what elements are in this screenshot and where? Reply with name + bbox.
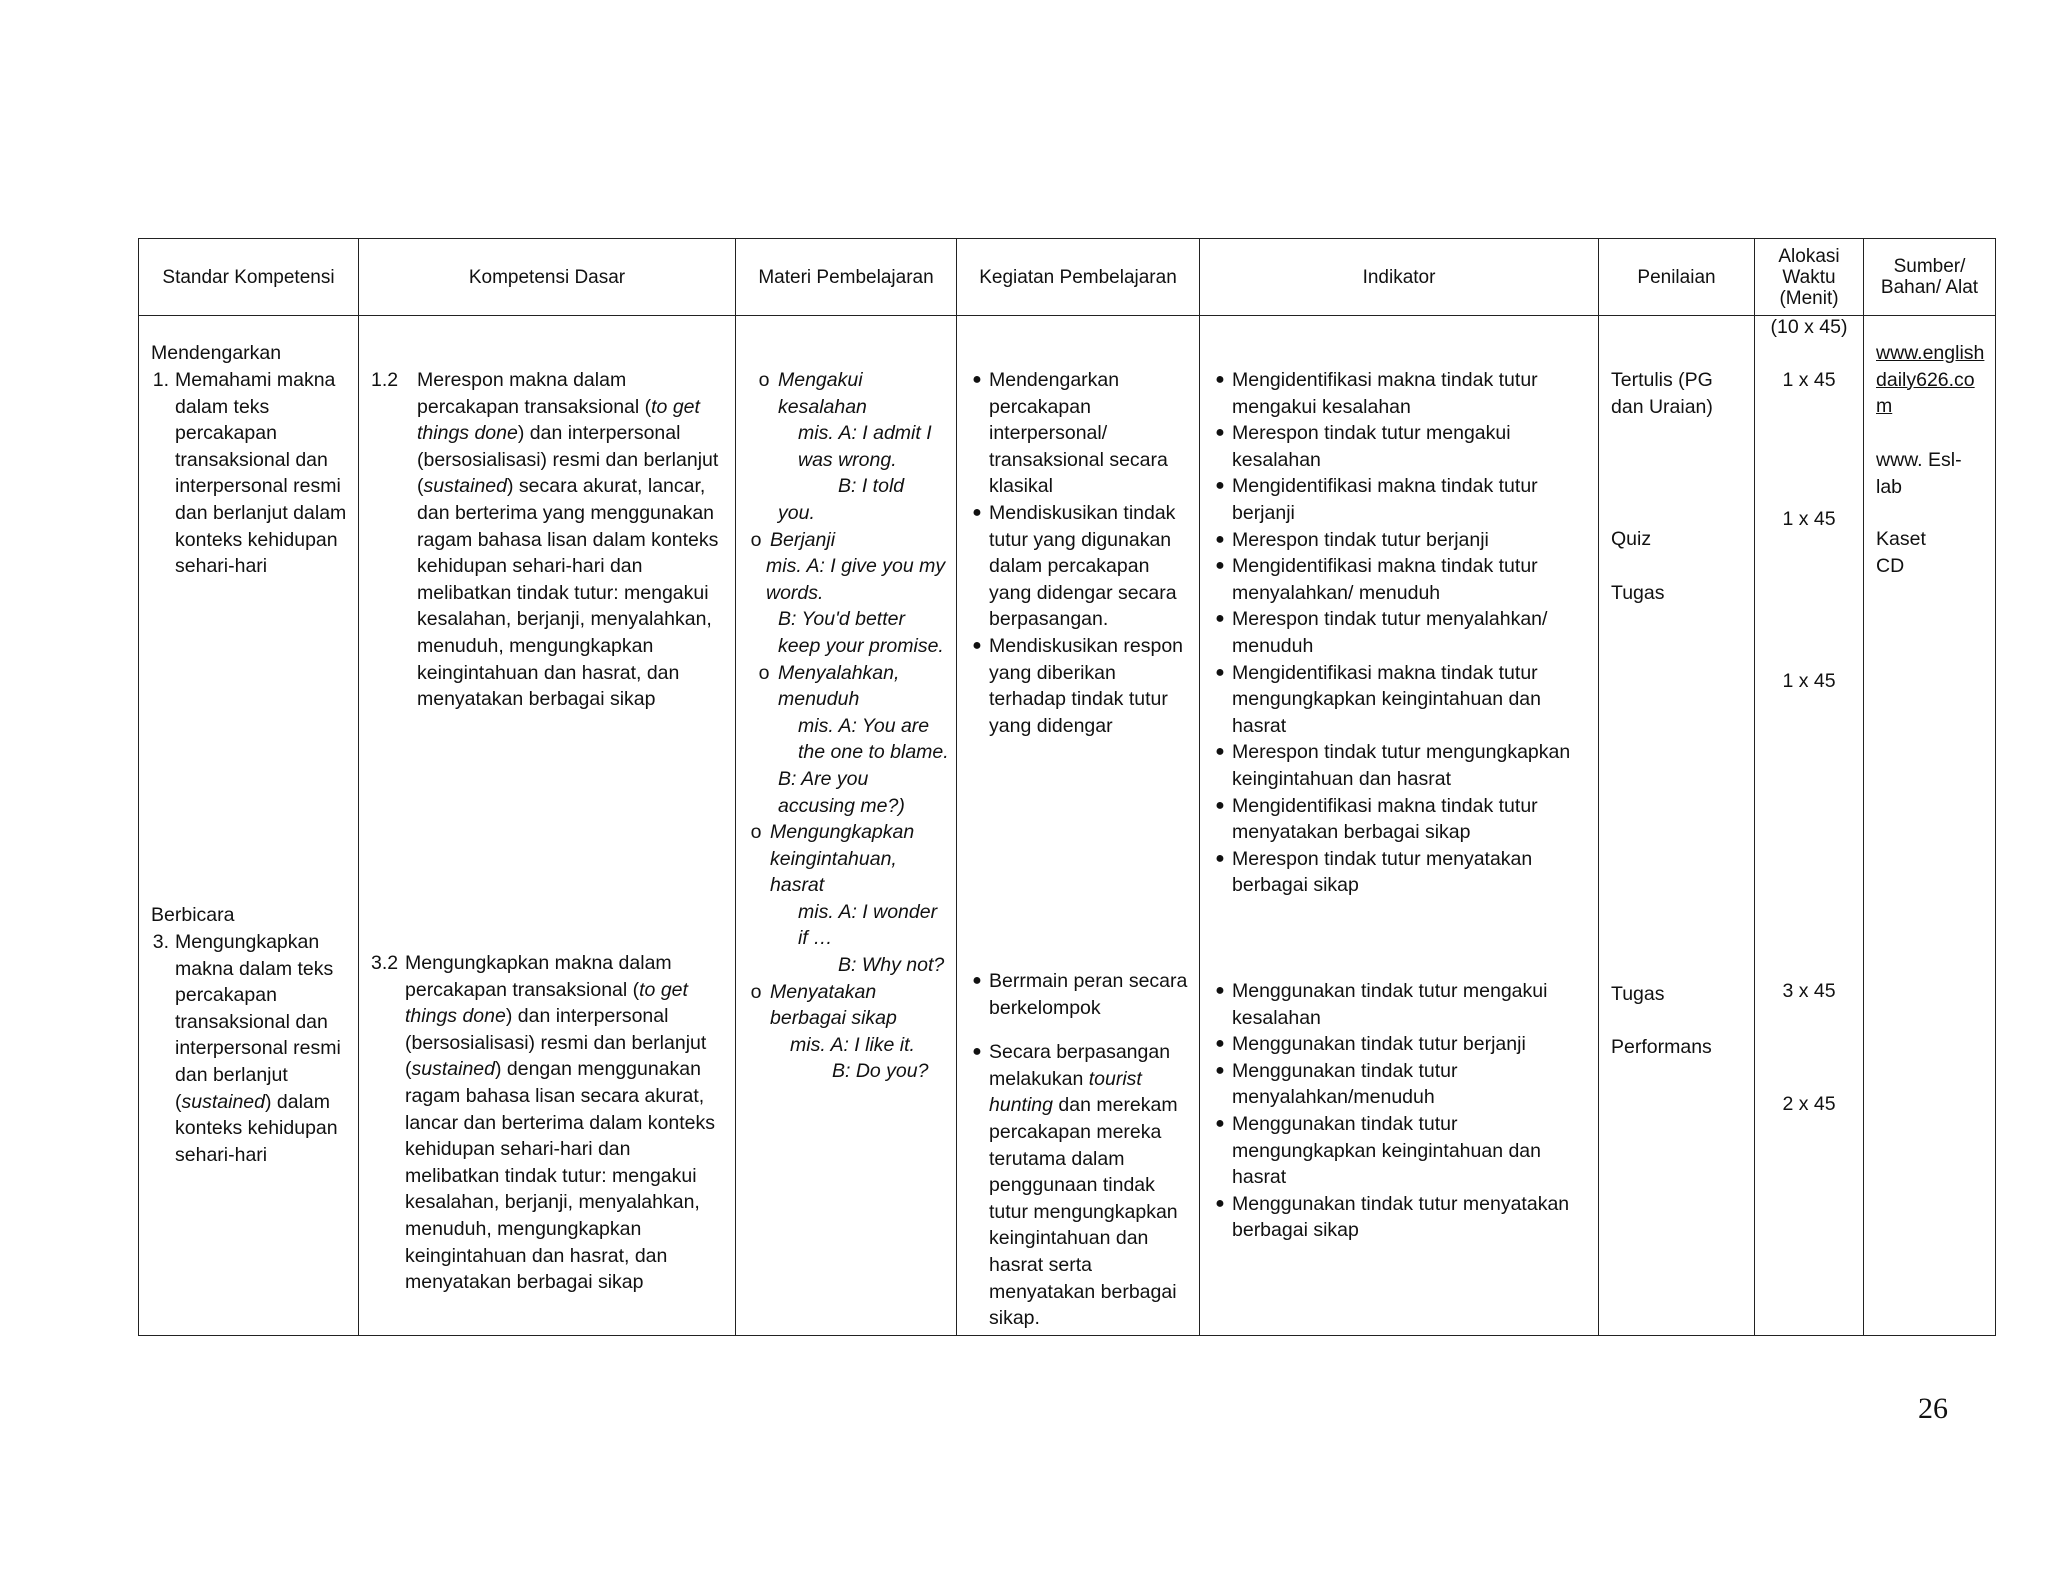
materi-list: o Mengakui kesalahan mis. A: I admit I was wrong. B: I told you. o Berjanji mis. A: I give you my words. B: You'd better keep your promise. o Menyalahkan, menuduh mis. A: You are the one to blame. B: Are you accusing me?) o Mengungkapkan keingintahuan, hasrat mis. A: I wonder if … B: Why not? o Menyatakan berbagai sikap mis. A: I like it. B: Do you? — [750, 367, 950, 1085]
curriculum-table — [138, 238, 1996, 1336]
bullet-icon: ● — [1215, 1114, 1225, 1132]
penilaian-tertulis: Tertulis (PG dan Uraian) — [1611, 369, 1713, 418]
indikator-item: ● Mengidentifikasi makna tindak tutur mengakui kesalahan — [1208, 367, 1598, 420]
alokasi-total: (10 x 45) — [1770, 316, 1848, 338]
indikator-item: ● Menggunakan tindak tutur menyalahkan/menuduh — [1208, 1058, 1598, 1111]
cell-kegiatan-pembelajaran — [957, 316, 1200, 1336]
sumber-link[interactable]: www.englishdaily626.com — [1876, 342, 1985, 418]
bullet-icon: ● — [972, 371, 982, 388]
table-row — [139, 316, 1996, 1336]
page-number: 26 — [1918, 1392, 1948, 1425]
materi-item-menyatakan: o Menyatakan berbagai sikap — [742, 979, 950, 1032]
circle-bullet-icon: o — [750, 528, 762, 551]
kegiatan-item: ● Secara berpasangan melakukan tourist hunting dan merekam percakapan mereka terutama dalam penggunaan tindak tutur mengungkapkan keingintahuan dan hasrat serta menyatakan berbagai sikap. — [965, 1039, 1199, 1332]
bullet-icon: ● — [1215, 1035, 1225, 1053]
indikator-item: ● Menggunakan tindak tutur mengungkapkan keingintahuan dan hasrat — [1208, 1111, 1598, 1191]
bullet-icon: ● — [1215, 557, 1225, 575]
cell-materi-pembelajaran — [736, 316, 957, 1336]
header-kegiatan-pembelajaran: Kegiatan Pembelajaran — [957, 239, 1200, 316]
alokasi-1: 1 x 45 — [1782, 369, 1836, 391]
bullet-icon: ● — [1215, 371, 1225, 388]
header-indikator: Indikator — [1200, 239, 1599, 316]
materi-item-berjanji: o Berjanji — [742, 527, 950, 554]
sk-item-1-number: 1. — [152, 369, 169, 391]
sk-item-3-number: 3. — [152, 931, 169, 953]
sk-section-mendengarkan: Mendengarkan — [151, 342, 282, 364]
kd-item-3-2 — [371, 950, 735, 1296]
indikator-item: ● Mengidentifikasi makna tindak tutur menyatakan berbagai sikap — [1208, 793, 1598, 846]
circle-bullet-icon: o — [750, 980, 762, 1003]
bullet-icon: ● — [1215, 982, 1225, 999]
bullet-icon: ● — [1215, 849, 1225, 867]
circle-bullet-icon: o — [758, 661, 770, 684]
header-kompetensi-dasar: Kompetensi Dasar — [359, 239, 736, 316]
cell-sumber — [1864, 316, 1996, 1336]
indikator-item: ● Mengidentifikasi makna tindak tutur menyalahkan/ menuduh — [1208, 553, 1598, 606]
circle-bullet-icon: o — [758, 369, 770, 391]
bullet-icon: ● — [1215, 530, 1225, 548]
materi-item-menyalahkan: o Menyalahkan, menuduh — [750, 660, 950, 713]
materi-item-mengungkapkan: o Mengungkapkan keingintahuan, hasrat — [742, 819, 950, 899]
kegiatan-item: ● Berrmain peran secara berkelompok — [965, 968, 1199, 1021]
kd-item-1-2-text: Merespon makna dalam percakapan transaksional (to get things done) dan interpersonal (bersosialisasi) resmi dan berlanjut (sustained) secara akurat, lancar, dan berterima yang menggunakan ragam bahasa lisan dalam konteks kehidupan sehari-hari dan melibatkan tindak tutur: mengakui kesalahan, berjanji, menyalahkan, menuduh, mengungkapkan keingintahuan dan hasrat, dan menyatakan berbagai sikap — [417, 369, 719, 711]
indikator-item: ● Menggunakan tindak tutur berjanji — [1208, 1031, 1598, 1058]
bullet-icon: ● — [1215, 663, 1225, 681]
indikator-item: ● Merespon tindak tutur menyatakan berbagai sikap — [1208, 846, 1598, 899]
sumber-esl-lab: www. Esl-lab — [1876, 449, 1962, 498]
indikator-item: ● Mengidentifikasi makna tindak tutur berjanji — [1208, 473, 1598, 526]
kegiatan-item: ● Mendiskusikan respon yang diberikan terhadap tindak tutur yang didengar — [965, 633, 1199, 739]
indikator-item: ● Menggunakan tindak tutur mengakui kesalahan — [1208, 978, 1598, 1031]
kegiatan-list-a — [965, 367, 1199, 739]
cell-penilaian — [1599, 316, 1755, 1336]
penilaian-performans: Performans — [1611, 1036, 1712, 1058]
indikator-item: ● Merespon tindak tutur menyalahkan/ menuduh — [1208, 606, 1598, 659]
cell-alokasi-waktu — [1755, 316, 1864, 1336]
bullet-icon: ● — [1215, 1061, 1225, 1079]
sumber-kaset: Kaset CD — [1876, 528, 1926, 577]
cell-standar-kompetensi — [139, 316, 359, 1336]
indikator-list-a — [1208, 367, 1598, 899]
bullet-icon: ● — [972, 1043, 982, 1061]
indikator-list-b — [1208, 978, 1598, 1244]
kd-item-3-2-text: Mengungkapkan makna dalam percakapan transaksional (to get things done) dan interpersonal (bersosialisasi) resmi dan berlanjut (sustained) dengan menggunakan ragam bahasa lisan secara akurat, lancar dan berterima dalam konteks kehidupan sehari-hari dan melibatkan tindak tutur: mengakui kesalahan, berjanji, menyalahkan, menuduh, mengungkapkan keingintahuan dan hasrat, dan menyatakan berbagai sikap — [405, 952, 715, 1294]
bullet-icon: ● — [1215, 610, 1225, 628]
header-penilaian: Penilaian — [1599, 239, 1755, 316]
cell-kompetensi-dasar — [359, 316, 736, 1336]
bullet-icon: ● — [1215, 424, 1225, 442]
sk-item-3 — [139, 929, 358, 1168]
header-standar-kompetensi: Standar Kompetensi — [139, 239, 359, 316]
kd-item-3-2-number: 3.2 — [371, 952, 399, 974]
header-materi-pembelajaran: Materi Pembelajaran — [736, 239, 957, 316]
penilaian-tugas: Tugas — [1611, 582, 1665, 604]
table-header-row — [139, 239, 1996, 316]
penilaian-tugas-2: Tugas — [1611, 983, 1665, 1005]
indikator-item: ● Merespon tindak tutur berjanji — [1208, 527, 1598, 554]
bullet-icon: ● — [1215, 1194, 1225, 1212]
header-alokasi-waktu: Alokasi Waktu (Menit) — [1755, 239, 1864, 316]
kegiatan-item: ● Mendiskusikan tindak tutur yang digunakan dalam percakapan yang didengar secara berpasangan. — [965, 500, 1199, 633]
bullet-icon: ● — [972, 972, 982, 989]
cell-indikator — [1200, 316, 1599, 1336]
alokasi-5: 2 x 45 — [1782, 1093, 1836, 1115]
sk-item-3-text: Mengungkapkan makna dalam teks percakapan transaksional dan interpersonal resmi dan berlanjut (sustained) dalam konteks kehidupan sehari-hari — [175, 931, 341, 1166]
bullet-icon: ● — [1215, 477, 1225, 495]
circle-bullet-icon: o — [750, 821, 762, 844]
penilaian-quiz: Quiz — [1611, 528, 1652, 550]
kegiatan-item: ● Mendengarkan percakapan interpersonal/ transaksional secara klasikal — [965, 367, 1199, 500]
indikator-item: ● Merespon tindak tutur mengakui kesalahan — [1208, 420, 1598, 473]
sk-section-berbicara: Berbicara — [151, 904, 235, 926]
header-sumber: Sumber/ Bahan/ Alat — [1864, 239, 1996, 316]
bullet-icon: ● — [1215, 743, 1225, 761]
indikator-item: ● Mengidentifikasi makna tindak tutur mengungkapkan keingintahuan dan hasrat — [1208, 660, 1598, 740]
bullet-icon: ● — [972, 503, 982, 521]
indikator-item: ● Merespon tindak tutur mengungkapkan keingintahuan dan hasrat — [1208, 739, 1598, 792]
alokasi-3: 1 x 45 — [1782, 670, 1836, 692]
kd-item-1-2 — [371, 367, 735, 713]
bullet-icon: ● — [972, 636, 982, 654]
alokasi-2: 1 x 45 — [1782, 508, 1836, 530]
kd-item-1-2-number: 1.2 — [371, 369, 399, 391]
indikator-item: ● Menggunakan tindak tutur menyatakan berbagai sikap — [1208, 1191, 1598, 1244]
bullet-icon: ● — [1215, 796, 1225, 814]
alokasi-4: 3 x 45 — [1782, 980, 1836, 1002]
sk-item-1 — [139, 367, 358, 580]
sk-item-1-text: Memahami makna dalam teks percakapan transaksional dan interpersonal resmi dan berlanjut dalam konteks kehidupan sehari-hari — [175, 369, 347, 578]
materi-item-mengakui: o Mengakui kesalahan — [750, 367, 950, 420]
kegiatan-list-b — [965, 968, 1199, 1332]
